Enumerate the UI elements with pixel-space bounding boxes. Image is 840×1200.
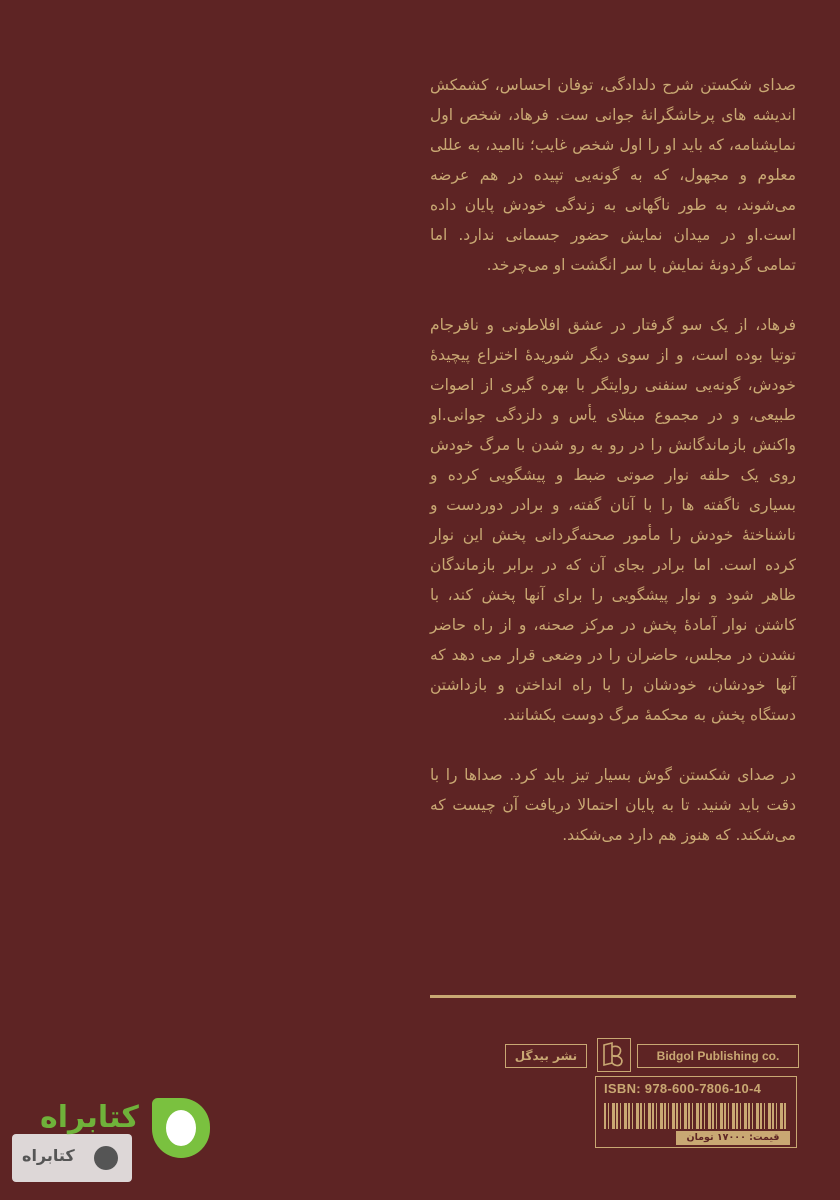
isbn: ISBN: 978-600-7806-10-4 bbox=[604, 1081, 762, 1096]
blurb-paragraph-2: فرهاد، از یک سو گرفتار در عشق افلاطونی و نافرجام توتیا بوده است، و از سوی دیگر شوریدهٔ اختراع پیچیدهٔ خودش، گونه‌یی سنفنی روایتگر با بهره گیری از اصوات طبیعی، و در مجموع مبتلای یأس و دلزدگی جوانی.او واکنش بازماندگانش را در رو به رو شدن با مرگ خودش روی یک حلقه نوار صوتی ضبط و پیشگویی کرده و بسیاری ناگفته ها را با آنان گفته، و برادر دوردست و ناشناختهٔ خودش را مأمور صحنه‌گردانی پخش این نوار کرده است. اما برادر بجای آن که در برابر بازماندگان ظاهر شود و نوار پیشگویی را برای آنها پخش کند، با کاشتن نوار آمادهٔ پخش در مرکز صحنه، و از راه حاضر نشدن در مجلس، حاضران را در وضعی قرار می دهد که آنها خودشان، خودشان را با راه انداختن و بازداشتن دستگاه پخش به محکمهٔ مرگ دوست بکشانند. bbox=[430, 316, 796, 724]
ketabrah-logo-icon bbox=[152, 1098, 210, 1158]
price-label: قیمت: ۱۷۰۰۰ تومان bbox=[676, 1131, 790, 1145]
publisher-block bbox=[505, 1038, 797, 1148]
ketabrah-watermark bbox=[12, 1094, 212, 1192]
blurb-paragraph-3: در صدای شکستن گوش بسیار تیز باید کرد. صداها را با دقت باید شنید. تا به پایان احتمالا دریافت آن چیست که می‌شکند. که هنوز هم دارد می‌شکند. bbox=[430, 766, 796, 844]
blurb-paragraph-1: صدای شکستن شرح دلدادگی، توفان احساس، کشمکش اندیشه های پرخاشگرانهٔ جوانی ست. فرهاد، شخص اول نمایشنامه، که باید او را اول شخص غایب؛ ناامید، به عللی معلوم و مجهول، که به گونه‌یی تپیده در هم عرضه می‌شوند، به طور ناگهانی به زندگی خودش پایان داده است.او در میدان نمایش حضور جسمانی ندارد. اما تمامی گردونهٔ نمایش با سر انگشت او می‌چرخد. bbox=[430, 76, 796, 274]
blurb-text bbox=[430, 70, 796, 880]
logo-inner-shape bbox=[166, 1110, 196, 1146]
divider bbox=[430, 995, 796, 998]
watermark-brand-small: کتابراه bbox=[22, 1146, 75, 1165]
watermark-brand: کتابراه bbox=[40, 1100, 139, 1135]
watermark-mini-icon bbox=[94, 1146, 118, 1170]
publisher-name-en: Bidgol Publishing co. bbox=[637, 1044, 799, 1068]
publisher-name-fa: نشر بیدگل bbox=[505, 1044, 587, 1068]
barcode-icon bbox=[604, 1103, 788, 1129]
barcode-box bbox=[595, 1076, 797, 1148]
publisher-logo-icon bbox=[597, 1038, 631, 1072]
